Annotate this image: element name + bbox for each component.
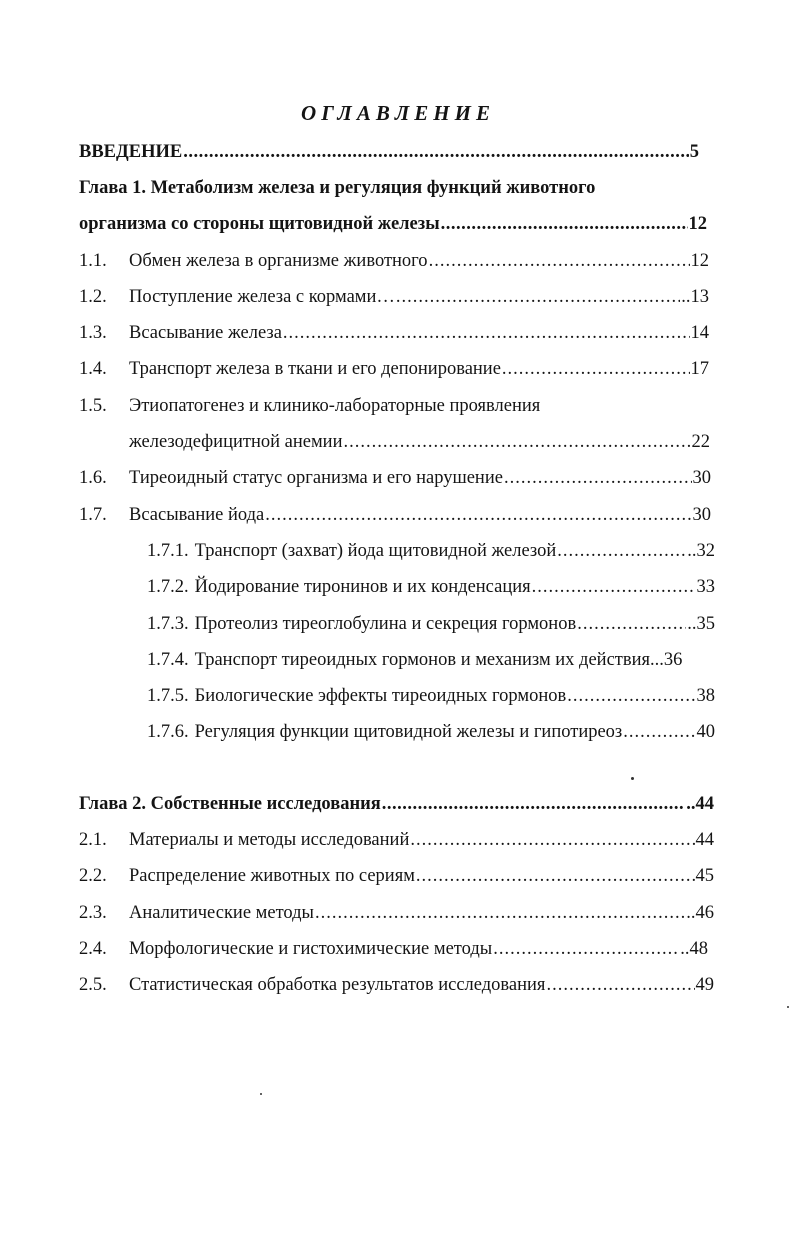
- entry-text: Транспорт железа в ткани и его депонирование: [129, 359, 501, 379]
- leader-dots: [343, 430, 690, 454]
- toc-entry-1-7-6[interactable]: [147, 720, 715, 744]
- section-number: 2.2.: [79, 866, 107, 886]
- page-number: 22: [691, 432, 710, 452]
- leader-dots: [183, 140, 689, 164]
- leader-dots: [429, 249, 690, 273]
- page-number: 44: [695, 830, 714, 850]
- section-number: 1.7.1.: [147, 541, 189, 561]
- section-number: 1.7.: [79, 505, 107, 525]
- entry-text: организма со стороны щитовидной железы: [79, 214, 440, 234]
- entry-text: Аналитические методы: [129, 903, 314, 923]
- leader-dots: [410, 828, 694, 852]
- section-number: 1.2.: [79, 287, 107, 307]
- toc-entry-1-7-4[interactable]: [147, 648, 715, 672]
- entry-text: Протеолиз тиреоглобулина и секреция гормонов: [194, 614, 577, 634]
- entry-text: Биологические эффекты тиреоидных гормонов: [194, 686, 567, 706]
- leader-dots: [441, 212, 688, 236]
- page-number: 33: [696, 577, 715, 597]
- entry-text: Статистическая обработка результатов исследования: [129, 975, 546, 995]
- entry-text: Транспорт (захват) йода щитовидной железой: [194, 541, 557, 561]
- page-number: ..48: [680, 939, 708, 959]
- entry-text: Регуляция функции щитовидной железы и гипотиреоз: [194, 722, 623, 742]
- entry-text: Йодирование тиронинов и их конденсация: [194, 577, 531, 597]
- toc-entry-1-7-2[interactable]: [147, 575, 715, 599]
- section-number: 1.5.: [79, 396, 107, 416]
- toc-entry-2-5[interactable]: [79, 973, 714, 997]
- leader-dots: [546, 973, 694, 997]
- toc-entry-2-1[interactable]: [79, 828, 714, 852]
- toc-entry-1-7-3[interactable]: [147, 612, 715, 636]
- entry-text: Морфологические и гистохимические методы: [129, 939, 493, 959]
- entry-text: Материалы и методы исследований: [129, 830, 410, 850]
- scan-speck: [787, 1006, 789, 1008]
- page-number: 49: [695, 975, 714, 995]
- section-number: 2.5.: [79, 975, 107, 995]
- section-number: 1.7.4.: [147, 650, 189, 670]
- leader-dots: [382, 792, 685, 816]
- leader-dots: [315, 901, 685, 925]
- entry-text: Всасывание йода: [129, 505, 265, 525]
- page-number: 45: [695, 866, 714, 886]
- page-number: 30: [692, 505, 711, 525]
- page-number: ...36: [650, 650, 683, 670]
- section-number: 1.7.2.: [147, 577, 189, 597]
- toc-entry-chapter1-line1[interactable]: [79, 176, 595, 200]
- toc-entry-intro[interactable]: [79, 140, 699, 164]
- toc-entry-1-5-line1[interactable]: [79, 394, 540, 418]
- toc-entry-chapter2[interactable]: [79, 792, 714, 816]
- leader-dots: [502, 357, 690, 381]
- page-number: 5: [689, 142, 699, 162]
- leader-dots: [396, 285, 680, 309]
- page-number: ..32: [687, 541, 715, 561]
- page-number: ..46: [686, 903, 714, 923]
- page-number: ..44: [686, 794, 714, 814]
- leader-dots: [623, 720, 695, 744]
- toc-entry-1-7[interactable]: [79, 503, 711, 527]
- entry-text: Распределение животных по сериям: [129, 866, 415, 886]
- entry-text: Всасывание железа: [129, 323, 282, 343]
- leader-dots: [577, 612, 686, 636]
- toc-entry-1-3[interactable]: [79, 321, 709, 345]
- toc-entry-2-4[interactable]: [79, 937, 708, 961]
- entry-text: Транспорт тиреоидных гормонов и механизм их действия: [194, 650, 651, 670]
- toc-entry-2-3[interactable]: [79, 901, 714, 925]
- page-number: 38: [696, 686, 715, 706]
- entry-text: Этиопатогенез и клинико-лабораторные проявления: [129, 396, 541, 416]
- entry-text: Поступление железа с кормами…: [129, 287, 395, 307]
- page-number: 40: [696, 722, 715, 742]
- leader-dots: [493, 937, 679, 961]
- section-number: 2.4.: [79, 939, 107, 959]
- page-number: 30: [692, 468, 711, 488]
- toc-entry-1-7-5[interactable]: [147, 684, 715, 708]
- section-number: 2.3.: [79, 903, 107, 923]
- page-number: 12: [688, 214, 707, 234]
- scan-speck: [631, 777, 634, 780]
- entry-text: Обмен железа в организме животного: [129, 251, 428, 271]
- toc-title: ОГЛАВЛЕНИЕ: [301, 101, 495, 125]
- section-number: 1.6.: [79, 468, 107, 488]
- section-number: 2.1.: [79, 830, 107, 850]
- entry-text: Глава 2. Собственные исследования: [79, 794, 381, 814]
- page-number: ..35: [687, 614, 715, 634]
- leader-dots: [567, 684, 695, 708]
- entry-text: Глава 1. Метаболизм железа и регуляция функций животного: [79, 178, 596, 198]
- toc-entry-chapter1-line2[interactable]: [79, 212, 707, 236]
- section-number: 1.4.: [79, 359, 107, 379]
- entry-text: ВВЕДЕНИЕ: [79, 142, 183, 162]
- toc-entry-1-6[interactable]: [79, 466, 711, 490]
- section-number: 1.1.: [79, 251, 107, 271]
- leader-dots: [504, 466, 692, 490]
- leader-dots: [532, 575, 696, 599]
- scan-speck: [260, 1093, 262, 1095]
- toc-entry-1-5-line2[interactable]: [129, 430, 710, 454]
- toc-entry-1-4[interactable]: [79, 357, 709, 381]
- section-number: 1.7.6.: [147, 722, 189, 742]
- entry-text: Тиреоидный статус организма и его нарушение: [129, 468, 503, 488]
- toc-entry-1-1[interactable]: [79, 249, 709, 273]
- toc-entry-2-2[interactable]: [79, 864, 714, 888]
- section-number: 1.7.3.: [147, 614, 189, 634]
- page-number: 12: [690, 251, 709, 271]
- toc-entry-1-7-1[interactable]: [147, 539, 715, 563]
- page-number: ..13: [681, 287, 709, 307]
- leader-dots: [283, 321, 690, 345]
- page-number: 17: [690, 359, 709, 379]
- page-number: 14: [690, 323, 709, 343]
- leader-dots: [265, 503, 691, 527]
- toc-entry-1-2[interactable]: [79, 285, 709, 309]
- section-number: 1.7.5.: [147, 686, 189, 706]
- leader-dots: [557, 539, 686, 563]
- leader-dots: [416, 864, 695, 888]
- section-number: 1.3.: [79, 323, 107, 343]
- entry-text: железодефицитной анемии: [129, 432, 343, 452]
